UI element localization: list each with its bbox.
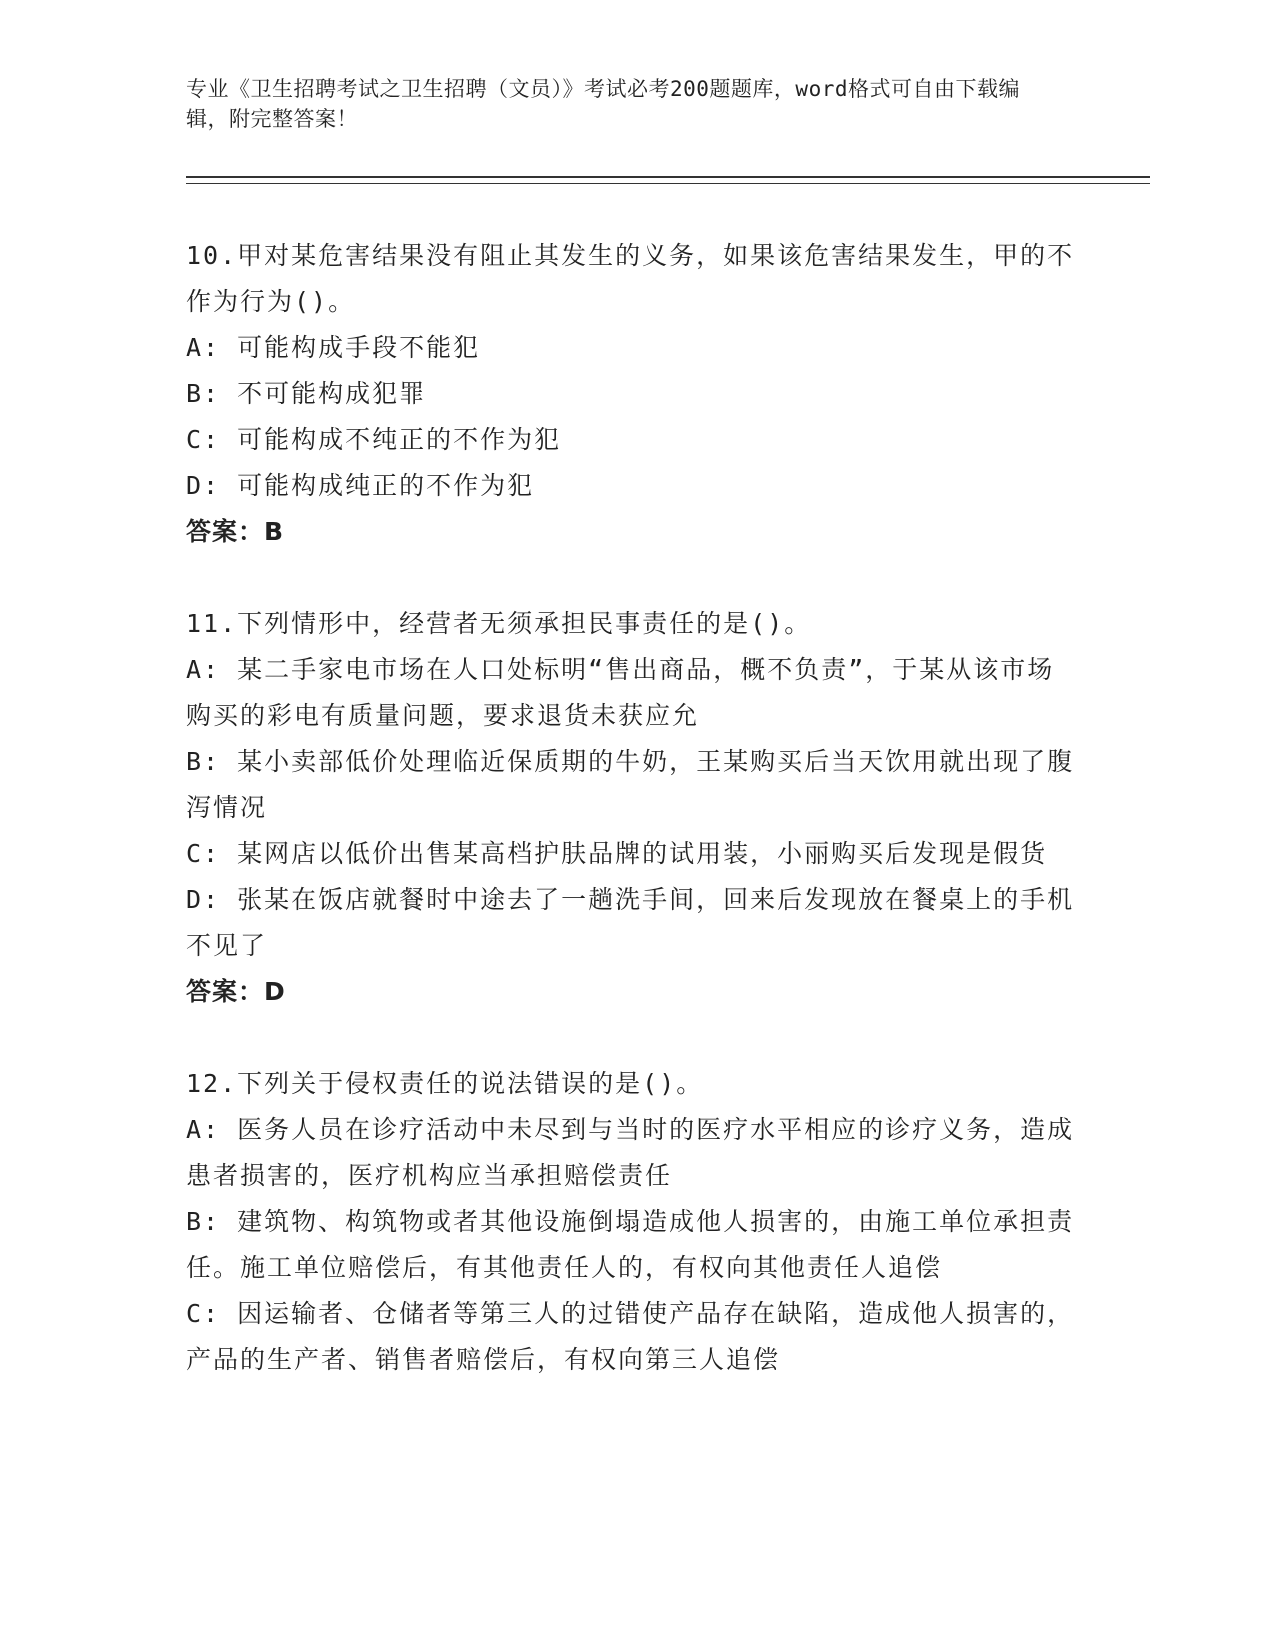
- question-list: [186, 233, 1076, 1429]
- answer-label: 答案：B: [186, 517, 285, 546]
- option-d: D: 可能构成纯正的不作为犯: [186, 471, 535, 500]
- question-stem: 12.下列关于侵权责任的说法错误的是()。: [186, 1069, 704, 1098]
- option-b: B: 建筑物、构筑物或者其他设施倒塌造成他人损害的，由施工单位承担责任。施工单位赔偿后，有其他责任人的，有权向其他责任人追偿: [186, 1207, 1075, 1282]
- option-b: B: 某小卖部低价处理临近保质期的牛奶，王某购买后当天饮用就出现了腹泻情况: [186, 747, 1075, 822]
- document-header: 专业《卫生招聘考试之卫生招聘（文员）》考试必考200题题库，word格式可自由下载编辑，附完整答案！: [186, 77, 1020, 131]
- answer-label: 答案：D: [186, 977, 286, 1006]
- question-stem: 10.甲对某危害结果没有阻止其发生的义务，如果该危害结果发生，甲的不作为行为()。: [186, 241, 1075, 316]
- option-a: A: 某二手家电市场在人口处标明“售出商品，概不负责”，于某从该市场购买的彩电有质量问题，要求退货未获应允: [186, 655, 1055, 730]
- header-divider: [186, 176, 1150, 184]
- option-d: D: 张某在饭店就餐时中途去了一趟洗手间，回来后发现放在餐桌上的手机不见了: [186, 885, 1075, 960]
- question-stem: 11.下列情形中，经营者无须承担民事责任的是()。: [186, 609, 812, 638]
- option-c: C: 可能构成不纯正的不作为犯: [186, 425, 562, 454]
- option-c: C: 某网店以低价出售某高档护肤品牌的试用装，小丽购买后发现是假货: [186, 839, 1048, 868]
- question-11: [186, 601, 1076, 1015]
- option-a: A: 医务人员在诊疗活动中未尽到与当时的医疗水平相应的诊疗义务，造成患者损害的，医疗机构应当承担赔偿责任: [186, 1115, 1075, 1190]
- option-c: C: 因运输者、仓储者等第三人的过错使产品存在缺陷，造成他人损害的，产品的生产者、销售者赔偿后，有权向第三人追偿: [186, 1299, 1075, 1374]
- option-a: A: 可能构成手段不能犯: [186, 333, 481, 362]
- question-10: [186, 233, 1076, 555]
- option-b: B: 不可能构成犯罪: [186, 379, 427, 408]
- question-12: [186, 1061, 1076, 1383]
